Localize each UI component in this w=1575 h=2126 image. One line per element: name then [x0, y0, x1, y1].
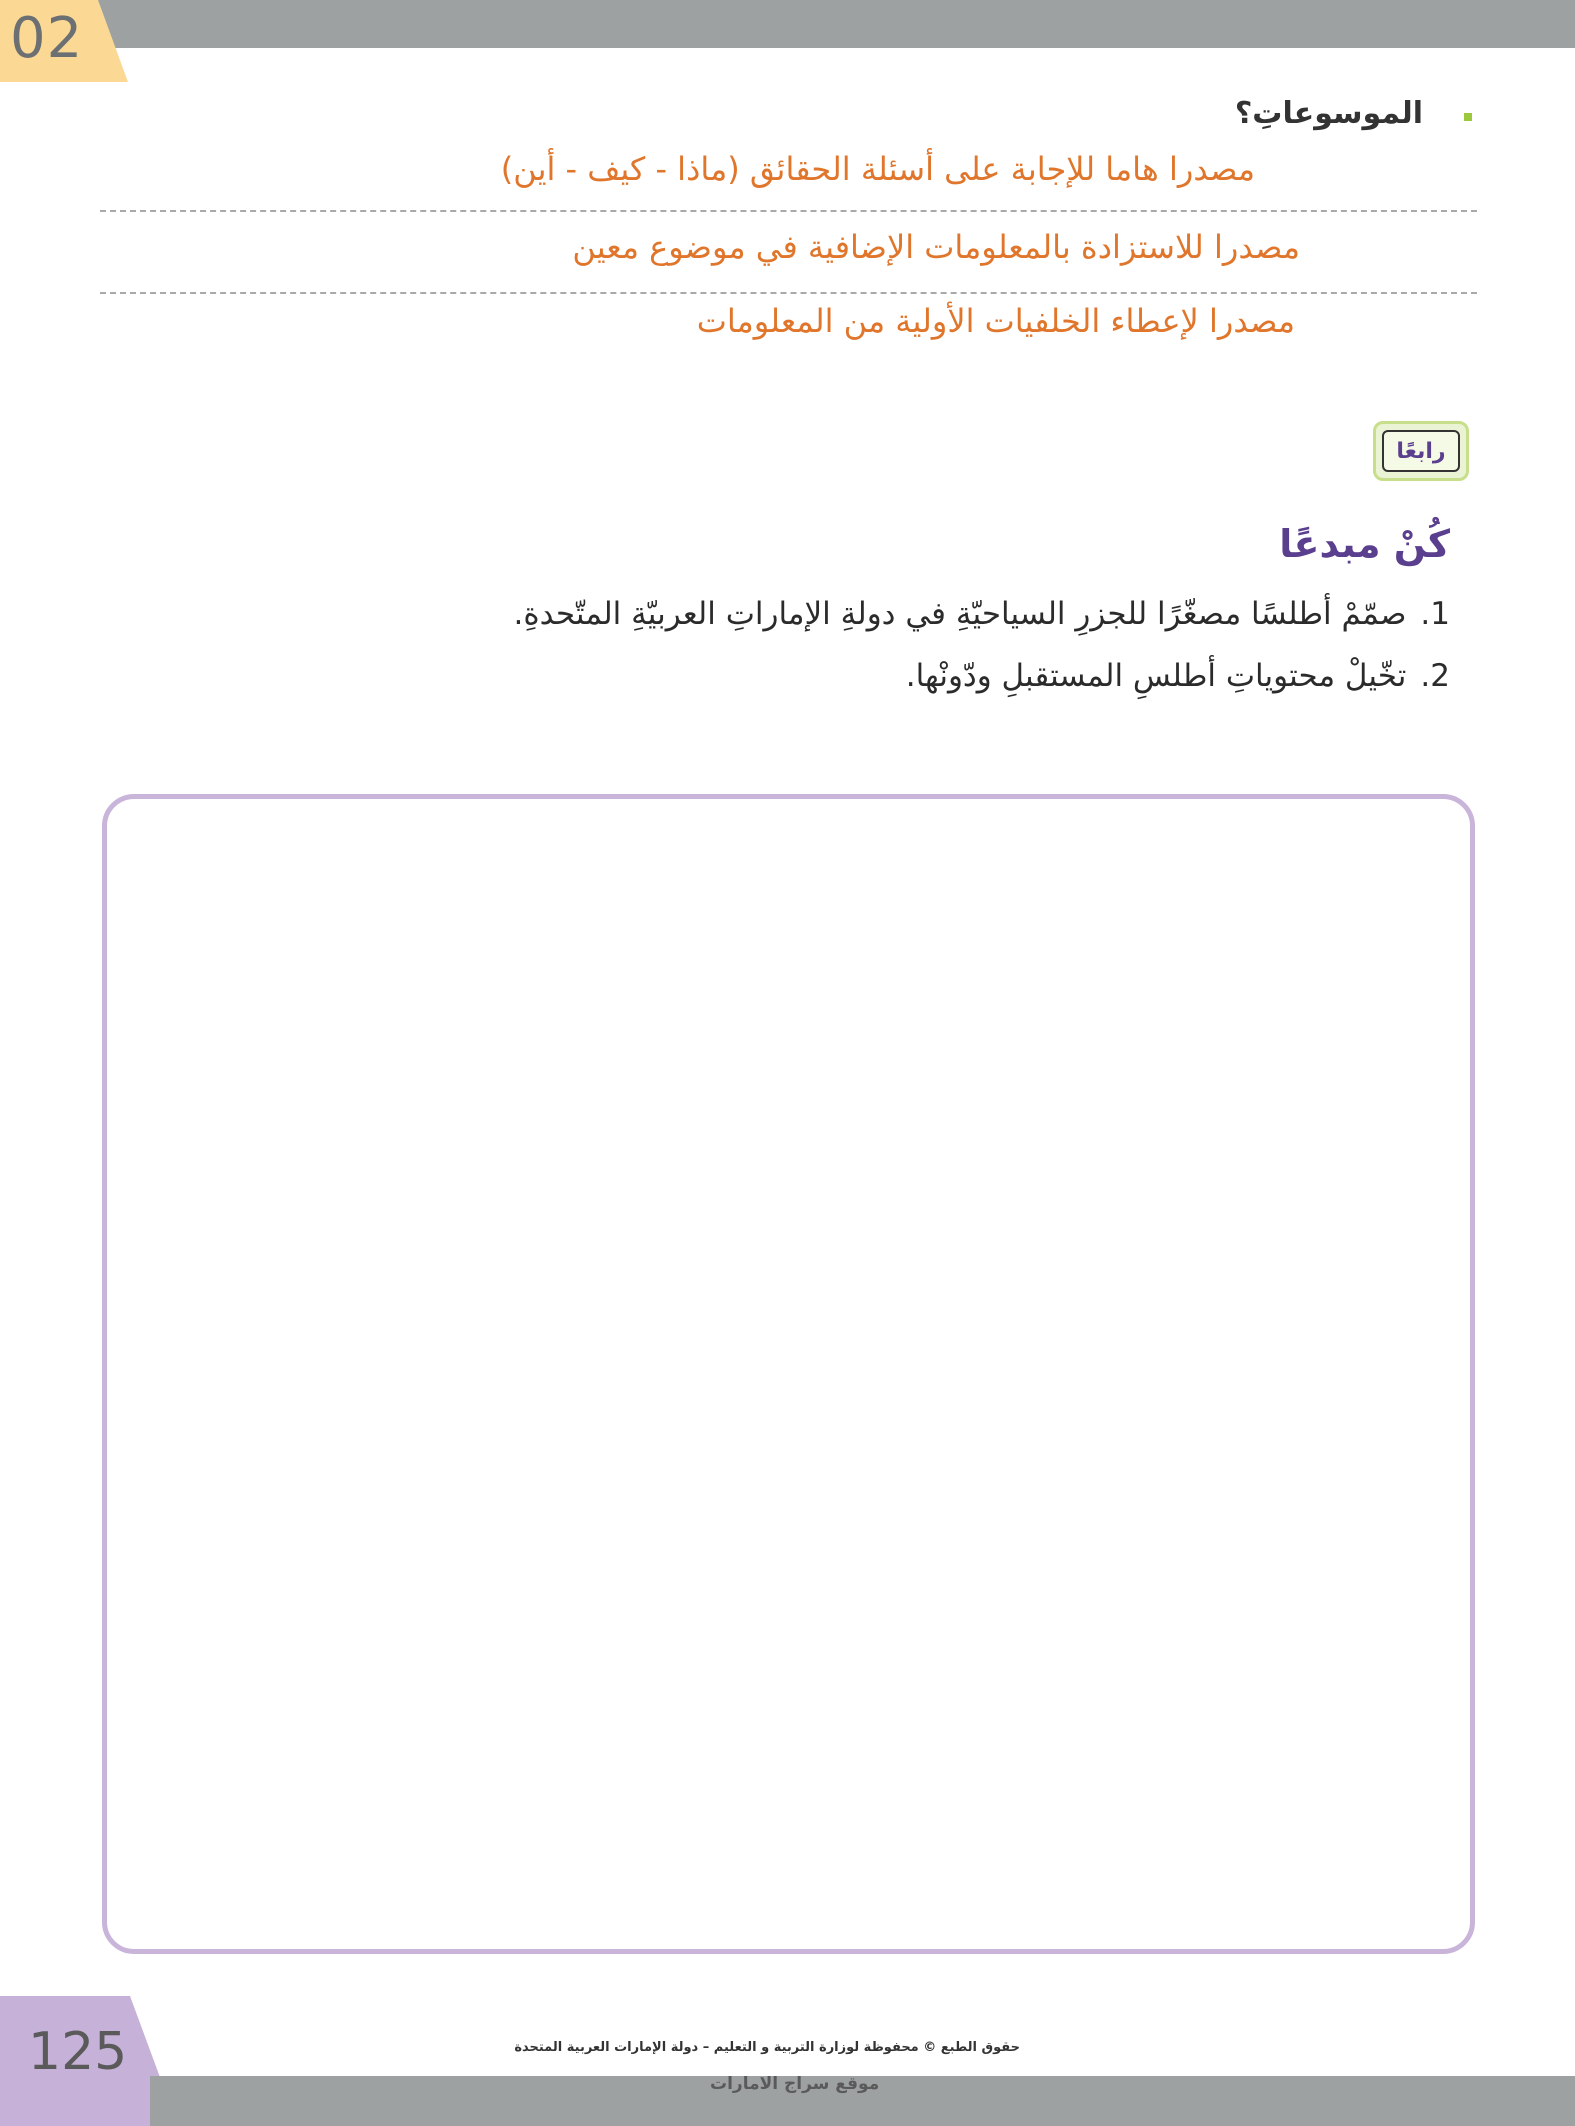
- task-item: [514, 596, 1450, 632]
- divider-2: [100, 292, 1477, 294]
- page-number: 125: [28, 2022, 128, 2082]
- copyright-notice: حقوق الطبع © محفوظة لوزارة التربية و التعليم – دولة الإمارات العربية المتحدة: [514, 2040, 1020, 2055]
- section-badge: [1373, 421, 1469, 481]
- question-text: الموسوعاتِ؟: [1234, 96, 1423, 131]
- answer-option-2: مصدرا للاستزادة بالمعلومات الإضافية في موضوع معين: [572, 228, 1300, 266]
- section-title: كُنْ مبدعًا: [1279, 522, 1450, 566]
- unit-number: 02: [10, 6, 84, 71]
- task-text: صمّمْ أطلسًا مصغّرًا للجزرِ السياحيّةِ في دولةِ الإماراتِ العربيّةِ المتّحدةِ.: [513, 596, 1407, 632]
- bullet-square-icon: [1464, 113, 1472, 121]
- answer-option-3: مصدرا لإعطاء الخلفيات الأولية من المعلومات: [696, 302, 1295, 340]
- answer-box[interactable]: [102, 794, 1475, 1954]
- task-item: [906, 658, 1450, 694]
- divider-1: [100, 210, 1477, 212]
- task-number: 1.: [1420, 596, 1450, 632]
- site-watermark: موقع سراج الامارات: [710, 2074, 880, 2094]
- task-text: تخّيلْ محتوياتِ أطلسِ المستقبلِ ودّونْها.: [905, 658, 1407, 694]
- top-bar: [0, 0, 1575, 48]
- task-number: 2.: [1420, 658, 1450, 694]
- section-badge-label: رابعًا: [1382, 430, 1460, 472]
- answer-option-1: مصدرا هاما للإجابة على أسئلة الحقائق (ماذا - كيف - أين): [500, 150, 1255, 188]
